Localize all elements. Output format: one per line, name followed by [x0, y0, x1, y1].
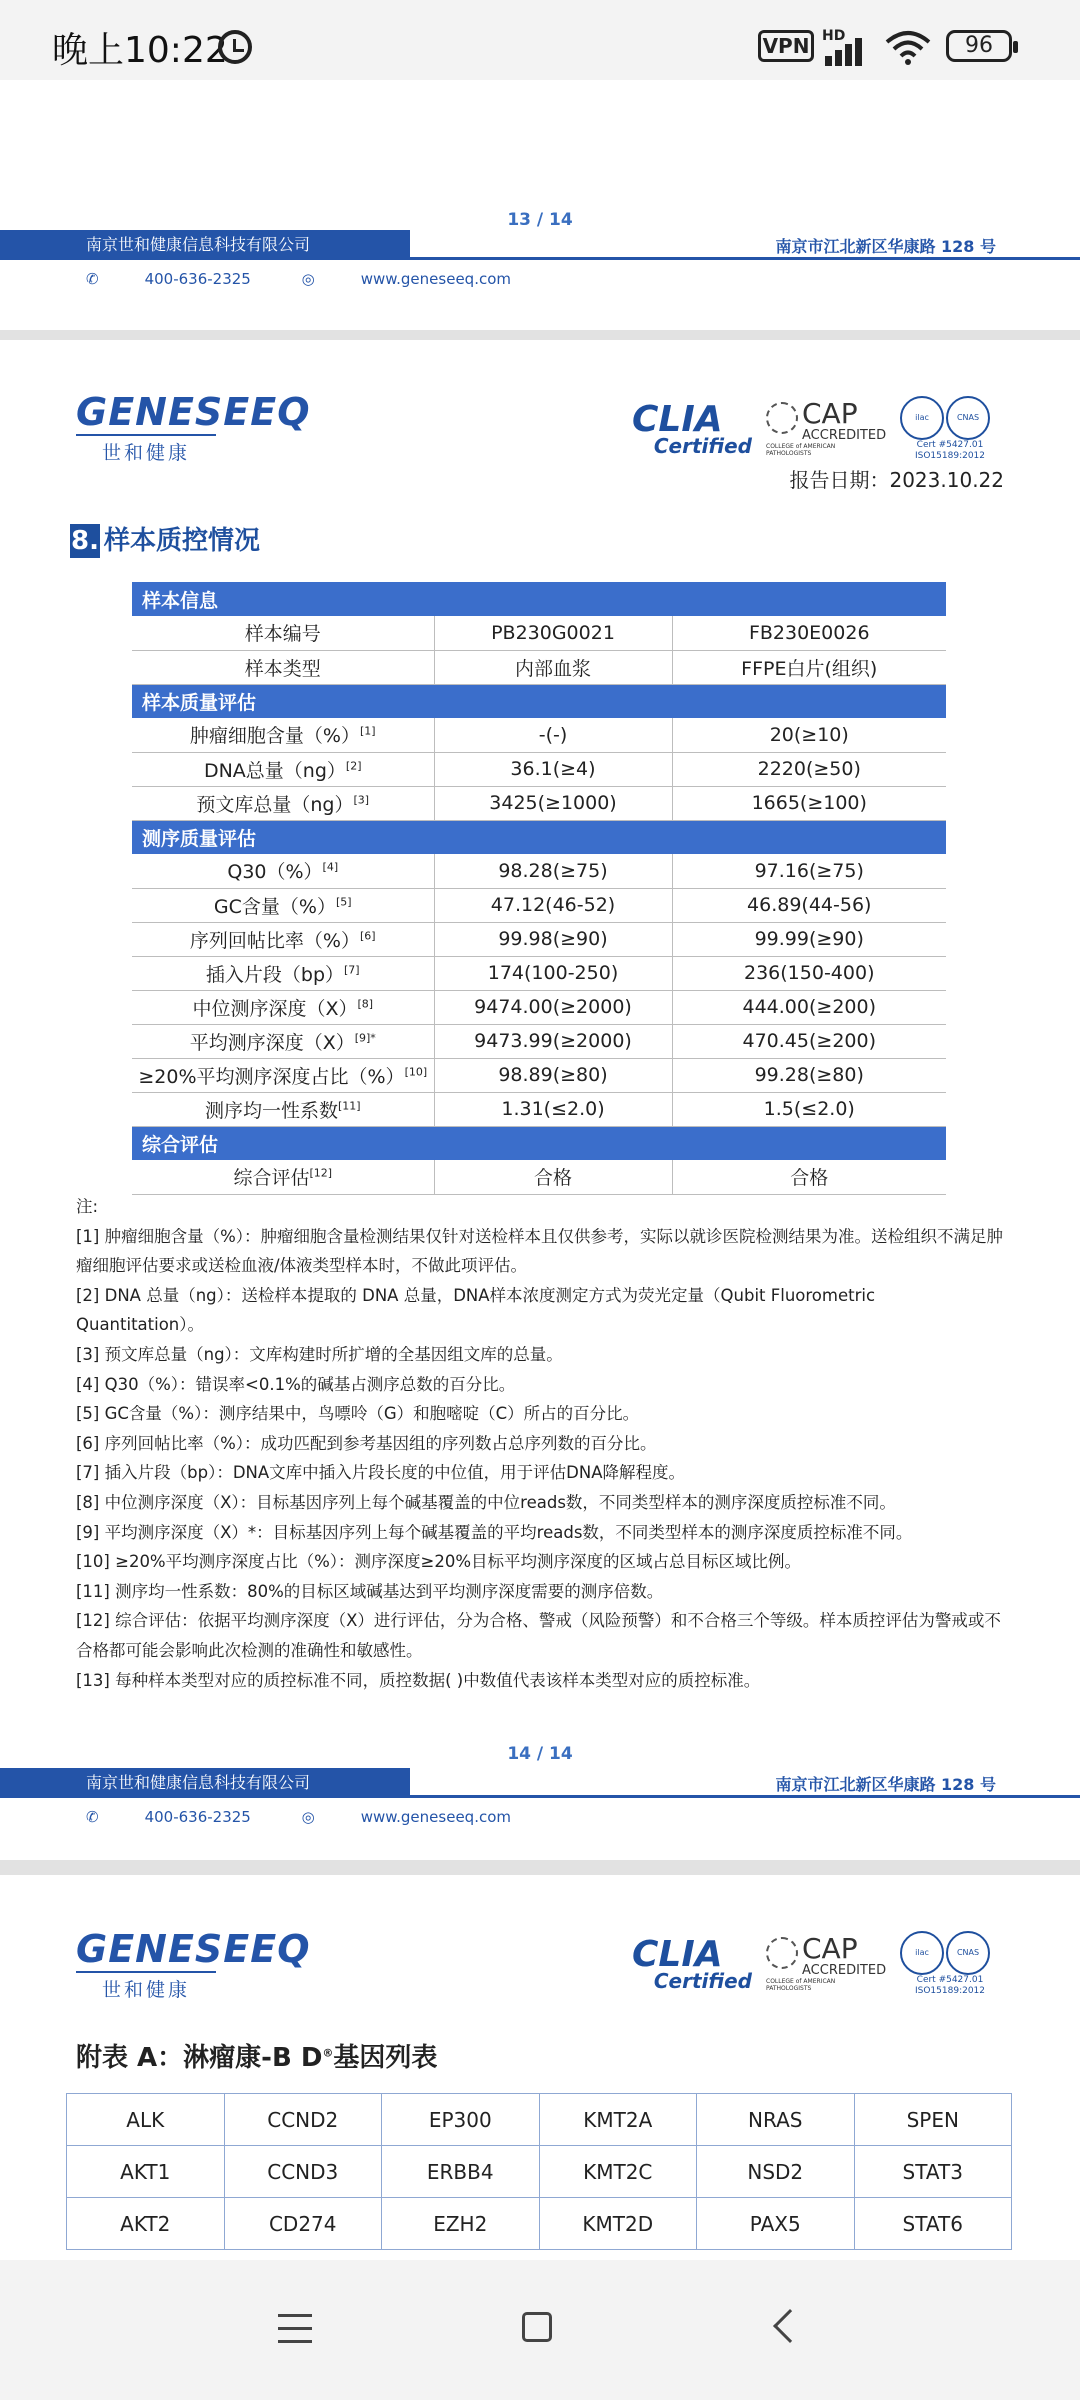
gene-cell: KMT2D — [539, 2198, 697, 2250]
qc-value-sample-2: 470.45(≥200) — [672, 1024, 946, 1058]
footnote-ref: [6] — [359, 929, 376, 943]
table-row — [132, 1160, 946, 1194]
qc-notes — [76, 1192, 1006, 1695]
table-row — [67, 2198, 1012, 2250]
qc-value-sample-1: 内部血浆 — [434, 650, 672, 684]
alarm-icon — [218, 30, 252, 64]
qc-group-header — [132, 582, 946, 616]
qc-value-sample-1: -(-) — [434, 718, 672, 752]
footer-contact — [86, 270, 557, 288]
qc-table — [132, 582, 946, 1195]
table-row — [132, 1058, 946, 1092]
globe-icon: ◎ — [301, 270, 315, 288]
hd-label: HD — [822, 28, 846, 44]
gene-cell: CCND3 — [224, 2146, 382, 2198]
status-time: 晚上10:22 — [52, 30, 228, 71]
ilac-logo: ilac CNAS Cert #5427.01 ISO15189:2012 — [900, 1931, 1000, 1997]
footer-phone: 400-636-2325 — [144, 1808, 251, 1826]
report-date: 报告日期：2023.10.22 — [789, 468, 1004, 492]
clia-logo: CLIA Certified — [632, 1934, 752, 1993]
qc-value-sample-1: 47.12(46-52) — [434, 888, 672, 922]
table-row — [132, 650, 946, 684]
phone-icon: ✆ — [86, 270, 99, 288]
note-item: [2] DNA 总量（ng）：送检样本提取的 DNA 总量，DNA样本浓度测定方式为荧光定量（Qubit Fluorometric Quantitation）。 — [76, 1285, 876, 1335]
gene-cell: EP300 — [382, 2094, 540, 2146]
qc-metric-label: Q30（%）[4] — [132, 854, 434, 888]
note-item: [1] 肿瘤细胞含量（%）：肿瘤细胞含量检测结果仅针对送检样本且仅供参考，实际以就诊医院检测结果为准。送检组织不满足肿瘤细胞评估要求或送检血液/体液类型样本时，不做此项评估。 — [76, 1226, 1004, 1276]
qc-value-sample-2: FB230E0026 — [672, 616, 946, 650]
table-row — [132, 616, 946, 650]
qc-group-header — [132, 684, 946, 718]
qc-metric-label: 综合评估[12] — [132, 1160, 434, 1194]
qc-value-sample-1: 1.31(≤2.0) — [434, 1092, 672, 1126]
qc-metric-label: GC含量（%）[5] — [132, 888, 434, 922]
footer-website: www.geneseeq.com — [360, 270, 511, 288]
qc-value-sample-2: 1665(≥100) — [672, 786, 946, 820]
cap-logo: CAP ACCREDITED COLLEGE of AMERICAN PATHOLOGISTS — [766, 397, 887, 457]
clia-logo: CLIA Certified — [632, 399, 752, 458]
qc-group-header-label: 样本信息 — [132, 582, 946, 616]
table-row — [132, 854, 946, 888]
ilac-seal-icon: ilac — [900, 396, 944, 440]
menu-button[interactable] — [278, 2314, 312, 2344]
note-item: [5] GC含量（%）：测序结果中，鸟嘌呤（G）和胞嘧啶（C）所占的百分比。 — [76, 1404, 640, 1424]
footnote-ref: [5] — [335, 895, 352, 909]
qc-group-header-label: 测序质量评估 — [132, 820, 946, 854]
footnote-ref: [2] — [345, 759, 362, 773]
notes-title: 注: — [76, 1197, 99, 1216]
note-item: [9] 平均测序深度（X）*：目标基因序列上每个碱基覆盖的平均reads数，不同类型样本的测序深度质控标准不同。 — [76, 1522, 913, 1542]
qc-value-sample-1: 9473.99(≥2000) — [434, 1024, 672, 1058]
qc-group-header — [132, 1126, 946, 1160]
qc-value-sample-1: 3425(≥1000) — [434, 786, 672, 820]
cap-seal-icon — [766, 402, 798, 434]
geneseeq-logo: GENESEEQ 世和健康 — [76, 390, 311, 464]
footnote-ref: [3] — [353, 793, 370, 807]
qc-value-sample-2: FFPE白片(组织) — [672, 650, 946, 684]
gene-cell: ERBB4 — [382, 2146, 540, 2198]
footer-rule — [410, 1795, 1080, 1798]
qc-metric-label: 样本类型 — [132, 650, 434, 684]
appendix-title: 附表 A：淋瘤康-B D®基因列表 — [76, 2043, 438, 2073]
footer-contact — [86, 1808, 557, 1826]
table-row — [67, 2094, 1012, 2146]
table-row — [132, 1024, 946, 1058]
gene-cell: SPEN — [854, 2094, 1012, 2146]
qc-value-sample-1: 99.98(≥90) — [434, 922, 672, 956]
gene-cell: NSD2 — [697, 2146, 855, 2198]
footnote-ref: [9]* — [354, 1031, 376, 1045]
geneseeq-logo: GENESEEQ 世和健康 — [76, 1927, 311, 2001]
cap-logo: CAP ACCREDITED COLLEGE of AMERICAN PATHOLOGISTS — [766, 1932, 887, 1992]
globe-icon: ◎ — [301, 1808, 315, 1826]
qc-value-sample-1: 36.1(≥4) — [434, 752, 672, 786]
note-item: [13] 每种样本类型对应的质控标准不同，质控数据( )中数值代表该样本类型对应的质控标准。 — [76, 1670, 761, 1690]
back-button[interactable] — [773, 2309, 807, 2343]
gene-cell: KMT2C — [539, 2146, 697, 2198]
note-item: [6] 序列回帖比率（%）：成功匹配到参考基因组的序列数占总序列数的百分比。 — [76, 1433, 657, 1453]
qc-value-sample-2: 99.28(≥80) — [672, 1058, 946, 1092]
qc-value-sample-2: 99.99(≥90) — [672, 922, 946, 956]
cap-seal-icon — [766, 1937, 798, 1969]
battery-icon: 96 — [946, 30, 1012, 62]
qc-value-sample-2: 2220(≥50) — [672, 752, 946, 786]
table-row — [132, 956, 946, 990]
table-row — [67, 2146, 1012, 2198]
ilac-logo: ilac CNAS Cert #5427.01 ISO15189:2012 — [900, 396, 1000, 462]
gene-cell: STAT6 — [854, 2198, 1012, 2250]
note-item: [12] 综合评估：依据平均测序深度（X）进行评估，分为合格、警戒（风险预警）和不合格三个等级。样本质控评估为警戒或不合格都可能会影响此次检测的准确性和敏感性。 — [76, 1611, 1001, 1660]
qc-value-sample-1: 9474.00(≥2000) — [434, 990, 672, 1024]
table-row — [132, 888, 946, 922]
ilac-seal-icon: ilac — [900, 1931, 944, 1975]
note-item: [3] 预文库总量（ng）：文库构建时所扩增的全基因组文库的总量。 — [76, 1344, 563, 1364]
vpn-icon: VPN — [758, 30, 814, 62]
qc-value-sample-2: 20(≥10) — [672, 718, 946, 752]
qc-metric-label: DNA总量（ng）[2] — [132, 752, 434, 786]
cnas-seal-icon: CNAS — [946, 396, 990, 440]
home-button[interactable] — [522, 2312, 552, 2342]
note-item: [4] Q30（%）：错误率<0.1%的碱基占测序总数的百分比。 — [76, 1374, 516, 1394]
footer-address: 南京市江北新区华康路 128 号 — [775, 1775, 996, 1794]
phone-icon: ✆ — [86, 1808, 99, 1826]
navigation-bar — [0, 2260, 1080, 2400]
status-bar — [0, 0, 1080, 80]
qc-group-header-label: 样本质量评估 — [132, 684, 946, 718]
gene-cell: CD274 — [224, 2198, 382, 2250]
gene-cell: AKT2 — [67, 2198, 225, 2250]
footnote-ref: [10] — [404, 1065, 428, 1079]
qc-value-sample-2: 444.00(≥200) — [672, 990, 946, 1024]
footnote-ref: [12] — [309, 1166, 333, 1180]
page-number: 14 / 14 — [507, 1744, 573, 1764]
table-row — [132, 718, 946, 752]
gene-cell: NRAS — [697, 2094, 855, 2146]
section-title: 8. 样本质控情况 — [71, 526, 261, 556]
gene-cell: ALK — [67, 2094, 225, 2146]
footer-company: 南京世和健康信息科技有限公司 — [0, 1768, 410, 1798]
table-row — [132, 990, 946, 1024]
qc-value-sample-1: PB230G0021 — [434, 616, 672, 650]
gene-cell: CCND2 — [224, 2094, 382, 2146]
qc-value-sample-2: 236(150-400) — [672, 956, 946, 990]
note-item: [10] ≥20%平均测序深度占比（%）：测序深度≥20%目标平均测序深度的区域占总目标区域比例。 — [76, 1552, 802, 1572]
note-item: [8] 中位测序深度（X）：目标基因序列上每个碱基覆盖的中位reads数，不同类型样本的测序深度质控标准不同。 — [76, 1492, 896, 1512]
qc-metric-label: 中位测序深度（X）[8] — [132, 990, 434, 1024]
table-row — [132, 786, 946, 820]
note-item: [11] 测序均一性系数：80%的目标区域碱基达到平均测序深度需要的测序倍数。 — [76, 1581, 664, 1601]
footer-phone: 400-636-2325 — [144, 270, 251, 288]
table-row — [132, 752, 946, 786]
qc-metric-label: 插入片段（bp）[7] — [132, 956, 434, 990]
footnote-ref: [1] — [359, 724, 376, 738]
qc-value-sample-2: 1.5(≤2.0) — [672, 1092, 946, 1126]
qc-value-sample-1: 98.28(≥75) — [434, 854, 672, 888]
footnote-ref: [4] — [322, 860, 339, 874]
page-14 — [0, 340, 1080, 1860]
qc-group-header-label: 综合评估 — [132, 1126, 946, 1160]
qc-metric-label: 序列回帖比率（%）[6] — [132, 922, 434, 956]
gene-cell: PAX5 — [697, 2198, 855, 2250]
page-15-top — [0, 1875, 1080, 2260]
gene-cell: AKT1 — [67, 2146, 225, 2198]
note-item: [7] 插入片段（bp）：DNA文库中插入片段长度的中位值，用于评估DNA降解程度。 — [76, 1463, 685, 1483]
table-row — [132, 1092, 946, 1126]
qc-value-sample-1: 174(100-250) — [434, 956, 672, 990]
footnote-ref: [11] — [337, 1099, 361, 1113]
footer-rule — [410, 257, 1080, 260]
gene-cell: EZH2 — [382, 2198, 540, 2250]
gene-table — [66, 2093, 1012, 2250]
footer-website: www.geneseeq.com — [360, 1808, 511, 1826]
footnote-ref: [8] — [357, 997, 374, 1011]
qc-value-sample-1: 合格 — [434, 1160, 672, 1194]
page-number: 13 / 14 — [507, 210, 573, 230]
qc-metric-label: 肿瘤细胞含量（%）[1] — [132, 718, 434, 752]
footer-address: 南京市江北新区华康路 128 号 — [775, 237, 996, 256]
signal-icon — [825, 34, 875, 66]
table-row — [132, 922, 946, 956]
page-14-footer — [0, 1740, 1080, 1840]
qc-value-sample-2: 97.16(≥75) — [672, 854, 946, 888]
wifi-icon — [885, 30, 931, 66]
footnote-ref: [7] — [344, 963, 360, 977]
qc-metric-label: 预文库总量（ng）[3] — [132, 786, 434, 820]
qc-value-sample-2: 合格 — [672, 1160, 946, 1194]
gene-cell: STAT3 — [854, 2146, 1012, 2198]
page-13-bottom — [0, 80, 1080, 330]
qc-value-sample-2: 46.89(44-56) — [672, 888, 946, 922]
qc-metric-label: ≥20%平均测序深度占比（%）[10] — [132, 1058, 434, 1092]
cnas-seal-icon: CNAS — [946, 1931, 990, 1975]
qc-metric-label: 样本编号 — [132, 616, 434, 650]
footer-company: 南京世和健康信息科技有限公司 — [0, 230, 410, 260]
gene-cell: KMT2A — [539, 2094, 697, 2146]
qc-metric-label: 平均测序深度$(X)^{[9]*}$ — [132, 1024, 434, 1058]
qc-group-header — [132, 820, 946, 854]
qc-value-sample-1: 98.89(≥80) — [434, 1058, 672, 1092]
qc-metric-label: 测序均一性系数[11] — [132, 1092, 434, 1126]
